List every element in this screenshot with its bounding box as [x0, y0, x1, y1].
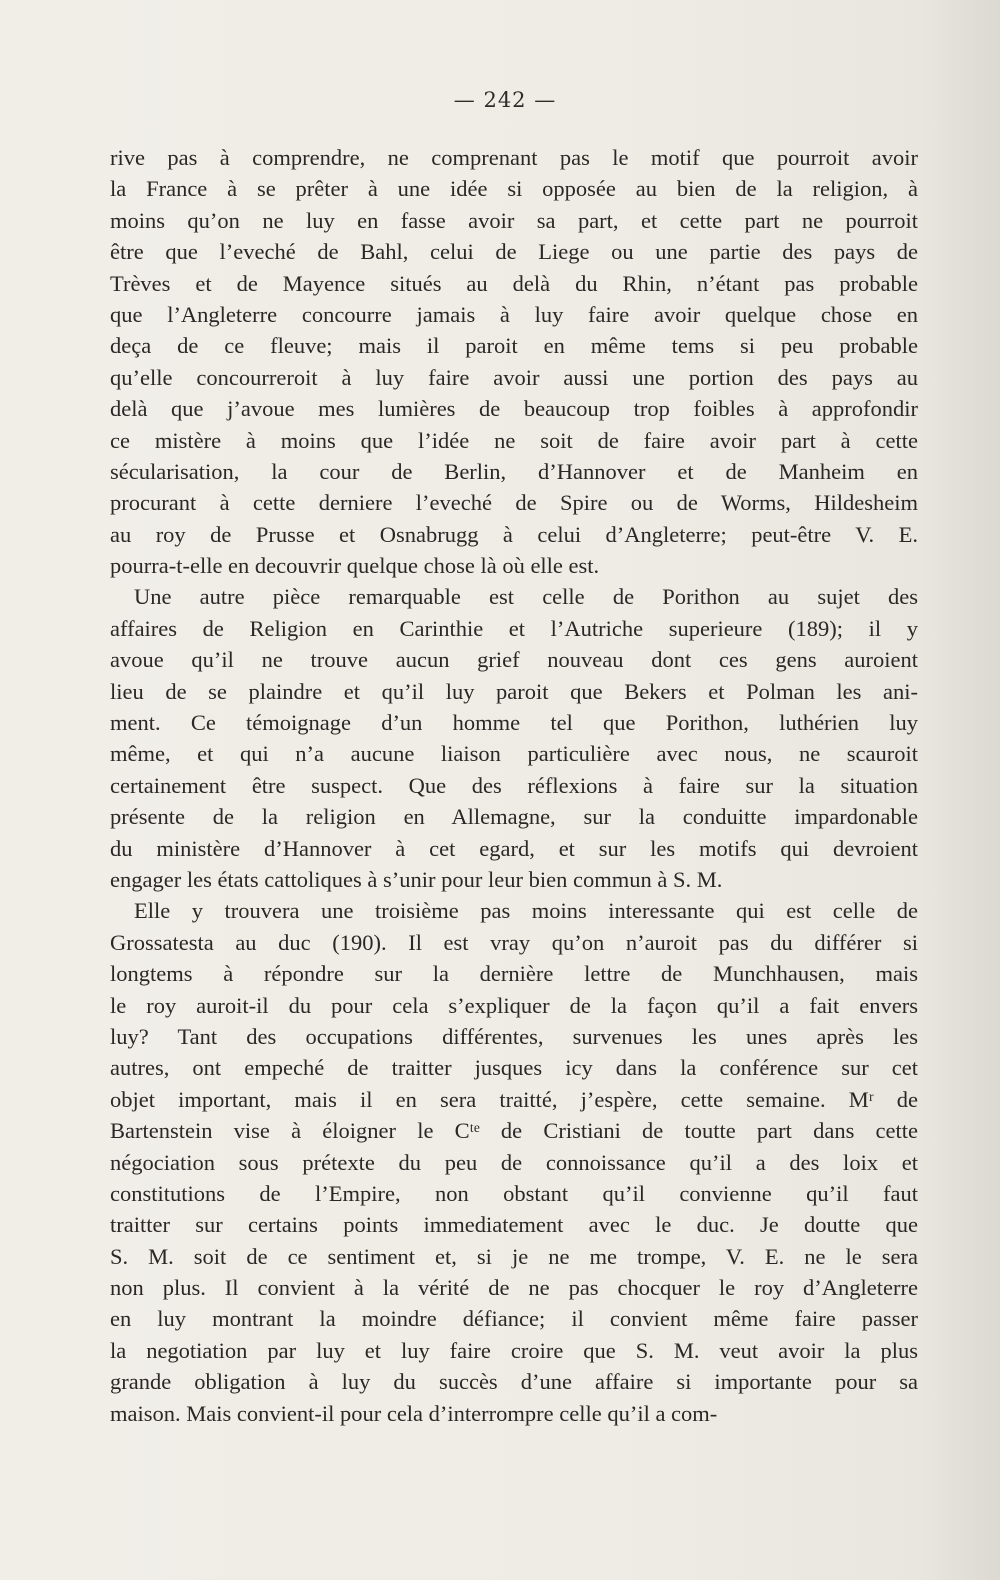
text-line: engager les états cattoliques à s’unir pour leur bien commun à S. M. — [110, 866, 723, 892]
text-line: même, et qui n’a aucune liaison particulière avec nous, ne scauroit — [110, 741, 918, 767]
text-line: pourra-t-elle en decouvrir quelque chose là où elle est. — [110, 553, 600, 579]
text-line: constitutions de l’Empire, non obstant qu’il convienne qu’il faut — [110, 1180, 918, 1206]
text-line: affaires de Religion en Carinthie et l’Autriche superieure (189); il y — [110, 615, 918, 641]
text-line: Trèves et de Mayence situés au delà du Rhin, n’étant pas probable — [110, 270, 918, 296]
text-line: rive pas à comprendre, ne comprenant pas le motif que pourroit avoir — [110, 145, 918, 170]
text-line: delà que j’avoue mes lumières de beaucoup trop foibles à approfondir — [110, 396, 918, 422]
text-line: qu’elle concourreroit à luy faire avoir aussi une portion des pays au — [110, 364, 918, 390]
text-line: présente de la religion en Allemagne, sur la conduitte impardonable — [110, 804, 918, 830]
text-line: sécularisation, la cour de Berlin, d’Hannover et de Manheim en — [110, 458, 918, 484]
body-text — [110, 142, 918, 1429]
text-line: ment. Ce témoignage d’un homme tel que Porithon, luthérien luy — [110, 710, 918, 736]
text-line: certainement être suspect. Que des réflexions à faire sur la situation — [110, 772, 918, 798]
text-line: non plus. Il convient à la vérité de ne pas chocquer le roy d’Angleterre — [110, 1275, 918, 1301]
text-line: objet important, mais il en sera traitté, j’espère, cette semaine. Mʳ de — [110, 1086, 918, 1112]
text-line: être que l’eveché de Bahl, celui de Liege ou une partie des pays de — [110, 239, 918, 265]
text-line: Bartenstein vise à éloigner le Cᵗᵉ de Cristiani de toutte part dans cette — [110, 1118, 918, 1144]
text-line: maison. Mais convient-il pour cela d’interrompre celle qu’il a com- — [110, 1400, 718, 1426]
text-line: luy? Tant des occupations différentes, survenues les unes après les — [110, 1023, 918, 1049]
text-line: avoue qu’il ne trouve aucun grief nouveau dont ces gens auroient — [110, 647, 918, 673]
text-line: Grossatesta au duc (190). Il est vray qu’on n’auroit pas du différer si — [110, 929, 918, 955]
text-line: la France à se prêter à une idée si opposée au bien de la religion, à — [110, 176, 918, 202]
text-line: Elle y trouvera une troisième pas moins interessante qui est celle de — [134, 898, 918, 924]
text-line: ce mistère à moins que l’idée ne soit de faire avoir part à cette — [110, 427, 918, 453]
text-line: du ministère d’Hannover à cet egard, et sur les motifs qui devroient — [110, 835, 918, 861]
text-line: que l’Angleterre concourre jamais à luy faire avoir quelque chose en — [110, 301, 918, 327]
text-line: la negotiation par luy et luy faire croire que S. M. veut avoir la plus — [110, 1337, 918, 1363]
text-line: Une autre pièce remarquable est celle de Porithon au sujet des — [134, 584, 918, 610]
text-line: au roy de Prusse et Osnabrugg à celui d’Angleterre; peut-être V. E. — [110, 521, 918, 547]
text-line: le roy auroit-il du pour cela s’expliquer de la façon qu’il a fait envers — [110, 992, 918, 1018]
text-line: S. M. soit de ce sentiment et, si je ne me trompe, V. E. ne le sera — [110, 1243, 918, 1269]
text-line: en luy montrant la moindre défiance; il convient même faire passer — [110, 1306, 918, 1332]
text-line: grande obligation à luy du succès d’une affaire si importante pour sa — [110, 1369, 918, 1395]
text-line: procurant à cette derniere l’eveché de Spire ou de Worms, Hildesheim — [110, 490, 918, 516]
text-line: longtems à répondre sur la dernière lettre de Munchhausen, mais — [110, 961, 918, 987]
text-line: lieu de se plaindre et qu’il luy paroit que Bekers et Polman les ani- — [110, 678, 918, 704]
text-line: traitter sur certains points immediatement avec le duc. Je doutte que — [110, 1212, 918, 1238]
text-line: autres, ont empeché de traitter jusques icy dans la conférence sur cet — [110, 1055, 918, 1081]
text-line: deça de ce fleuve; mais il paroit en même tems si peu probable — [110, 333, 918, 359]
text-line: moins qu’on ne luy en fasse avoir sa part, et cette part ne pourroit — [110, 207, 918, 233]
page-number: — 242 — — [453, 88, 557, 112]
text-line: négociation sous prétexte du peu de connoissance qu’il a des loix et — [110, 1149, 918, 1175]
